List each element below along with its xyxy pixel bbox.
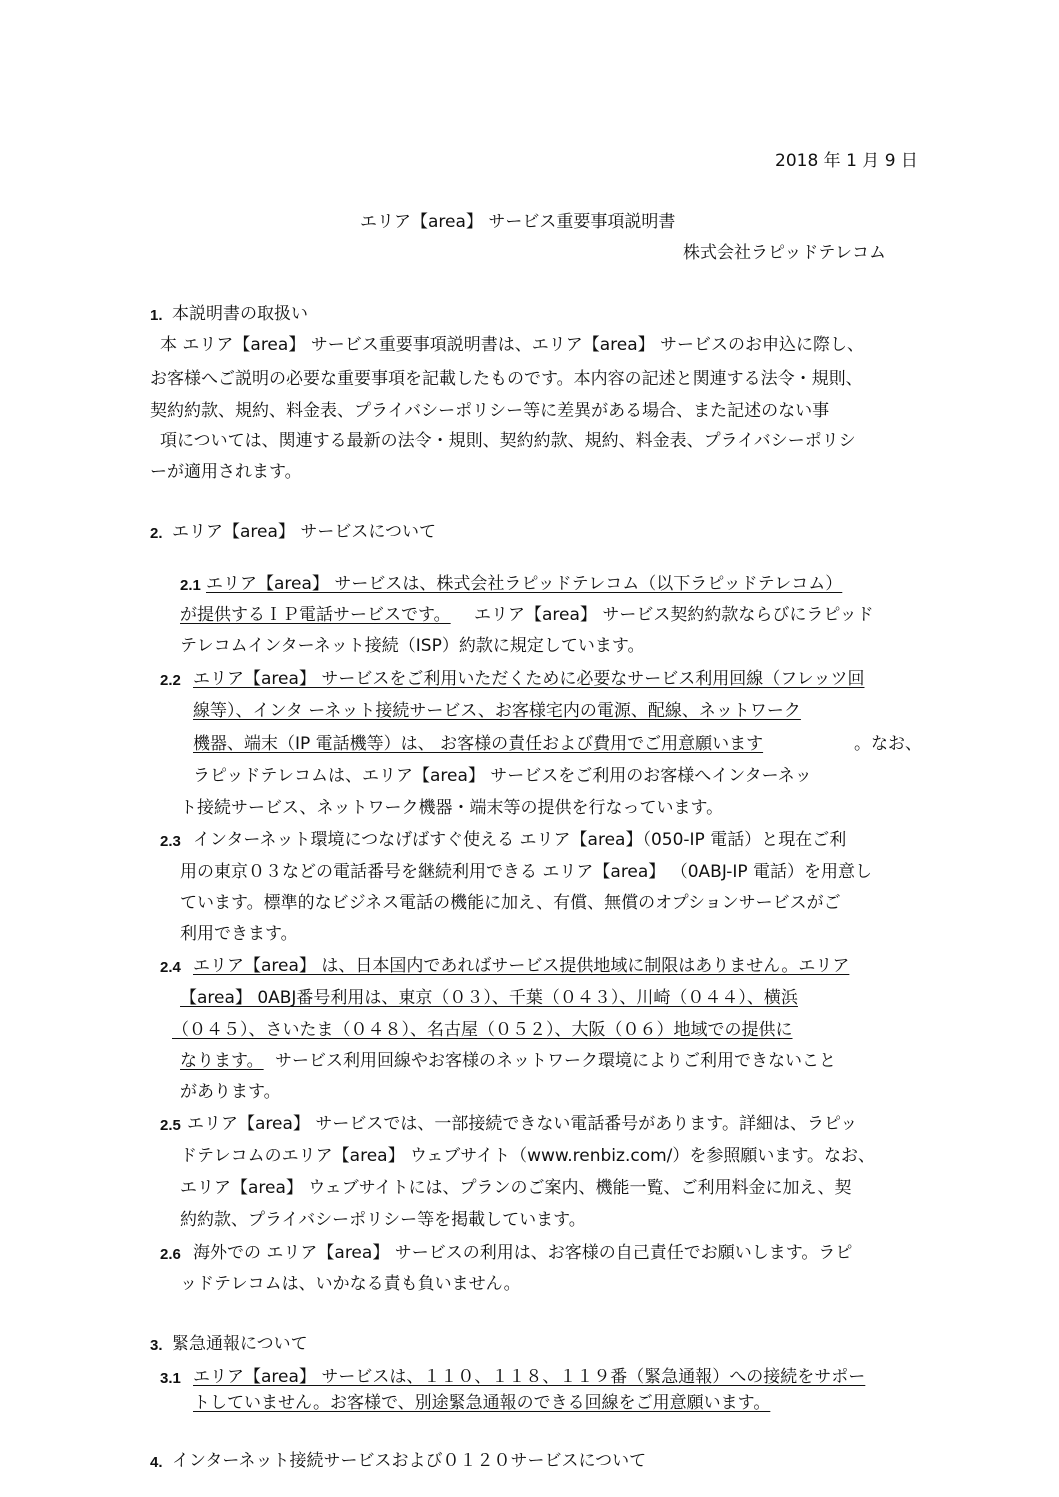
item-line: ています。標準的なビジネス電話の機能に加え、有償、無償のオプションサービスがご bbox=[180, 893, 841, 913]
document-date: 2018 年 1 月 9 日 bbox=[775, 151, 918, 171]
item-line: エリア【area】 サービスは、１１０、１１８、１１９番（緊急通報）への接続をサポー bbox=[193, 1367, 866, 1387]
item-line: ッドテレコムは、いかなる責も負いません。 bbox=[180, 1274, 521, 1294]
body-line: 本 エリア【area】 サービス重要事項説明書は、エリア【area】 サービスのお申込に際し、 bbox=[160, 335, 865, 355]
item-line: 利用できます。 bbox=[180, 924, 298, 944]
item-line: エリア【area】 サービスは、株式会社ラピッドテレコム（以下ラピッドテレコム） bbox=[206, 574, 843, 594]
item-number: 2.5 bbox=[160, 1117, 181, 1134]
item-line: があります。 bbox=[180, 1082, 281, 1102]
item-line: が提供するＩＰ電話サービスです。 bbox=[180, 605, 451, 625]
section-number: 4. bbox=[150, 1454, 163, 1471]
item-line: 用の東京０３などの電話番号を継続利用できる エリア【area】 （0ABJ-IP 電話）を用意し bbox=[180, 862, 873, 882]
body-line: ーが適用されます。 bbox=[150, 462, 302, 482]
item-line: 機器、端末（IP 電話機等）は、 お客様の責任および費用でご用意願います bbox=[193, 734, 764, 754]
section-heading: エリア【area】 サービスについて bbox=[172, 522, 436, 542]
item-line: エリア【area】 サービスをご利用いただくために必要なサービス利用回線（フレッツ回 bbox=[193, 669, 865, 689]
item-number: 3.1 bbox=[160, 1370, 181, 1387]
body-line: 項については、関連する最新の法令・規則、契約約款、規約、料金表、プライバシーポリシ bbox=[160, 431, 856, 451]
item-line: なります。 bbox=[180, 1051, 264, 1071]
item-line: ラピッドテレコムは、エリア【area】 サービスをご利用のお客様へインターネッ bbox=[193, 766, 812, 786]
item-line: テレコムインターネット接続（ISP）約款に規定しています。 bbox=[180, 636, 645, 656]
section-heading: インターネット接続サービスおよび０１２０サービスについて bbox=[172, 1451, 647, 1471]
section-number: 3. bbox=[150, 1337, 163, 1354]
item-line: エリア【area】 ウェブサイトには、プランのご案内、機能一覧、ご利用料金に加え、契 bbox=[180, 1178, 852, 1198]
body-line: 契約約款、規約、料金表、プライバシーポリシー等に差異がある場合、また記述のない事 bbox=[150, 401, 830, 421]
item-line: 。なお、 bbox=[854, 734, 922, 754]
body-line: お客様へご説明の必要な重要事項を記載したものです。本内容の記述と関連する法令・規則、 bbox=[150, 369, 863, 389]
item-number: 2.1 bbox=[180, 577, 201, 594]
section-heading: 緊急通報について bbox=[172, 1334, 308, 1354]
section-number: 2. bbox=[150, 525, 163, 542]
item-line: インターネット環境につなげばすぐ使える エリア【area】（050-IP 電話）と現在ご利 bbox=[193, 830, 847, 850]
item-line: エリア【area】 サービスでは、一部接続できない電話番号があります。詳細は、ラピッ bbox=[187, 1114, 858, 1134]
item-line: トしていません。お客様で、別途緊急通報のできる回線をご用意願います。 bbox=[193, 1393, 771, 1413]
company-name: 株式会社ラピッドテレコム bbox=[683, 243, 886, 263]
item-number: 2.4 bbox=[160, 959, 181, 976]
section-number: 1. bbox=[150, 307, 163, 324]
document-title: エリア【area】 サービス重要事項説明書 bbox=[360, 212, 676, 232]
item-line: 海外での エリア【area】 サービスの利用は、お客様の自己責任でお願いします。ラピ bbox=[193, 1243, 853, 1263]
item-line: 線等）、インタ ーネット接続サービス、お客様宅内の電源、配線、ネットワーク bbox=[193, 701, 801, 721]
item-line: エリア【area】 サービス契約約款ならびにラピッド bbox=[474, 605, 874, 625]
item-number: 2.6 bbox=[160, 1246, 181, 1263]
item-line: ト接続サービス、ネットワーク機器・端末等の提供を行なっています。 bbox=[180, 798, 724, 818]
item-line: サービス利用回線やお客様のネットワーク環境によりご利用できないこと bbox=[275, 1051, 836, 1071]
item-line: （０４５）、さいたま（０４８）、名古屋（０５２）、大阪（０６）地域での提供に bbox=[172, 1020, 793, 1040]
item-line: エリア【area】 は、日本国内であればサービス提供地域に制限はありません。エリア bbox=[193, 956, 850, 976]
section-heading: 本説明書の取扱い bbox=[172, 304, 308, 324]
item-line: 【area】 0ABJ番号利用は、東京（０３）、千葉（０４３）、川崎（０４４）、横浜 bbox=[180, 988, 798, 1008]
item-line: 約約款、プライバシーポリシー等を掲載しています。 bbox=[180, 1210, 586, 1230]
item-number: 2.2 bbox=[160, 672, 181, 689]
item-number: 2.3 bbox=[160, 833, 181, 850]
item-line: ドテレコムのエリア【area】 ウェブサイト（www.renbiz.com/）を参照願います。なお、 bbox=[180, 1146, 876, 1166]
